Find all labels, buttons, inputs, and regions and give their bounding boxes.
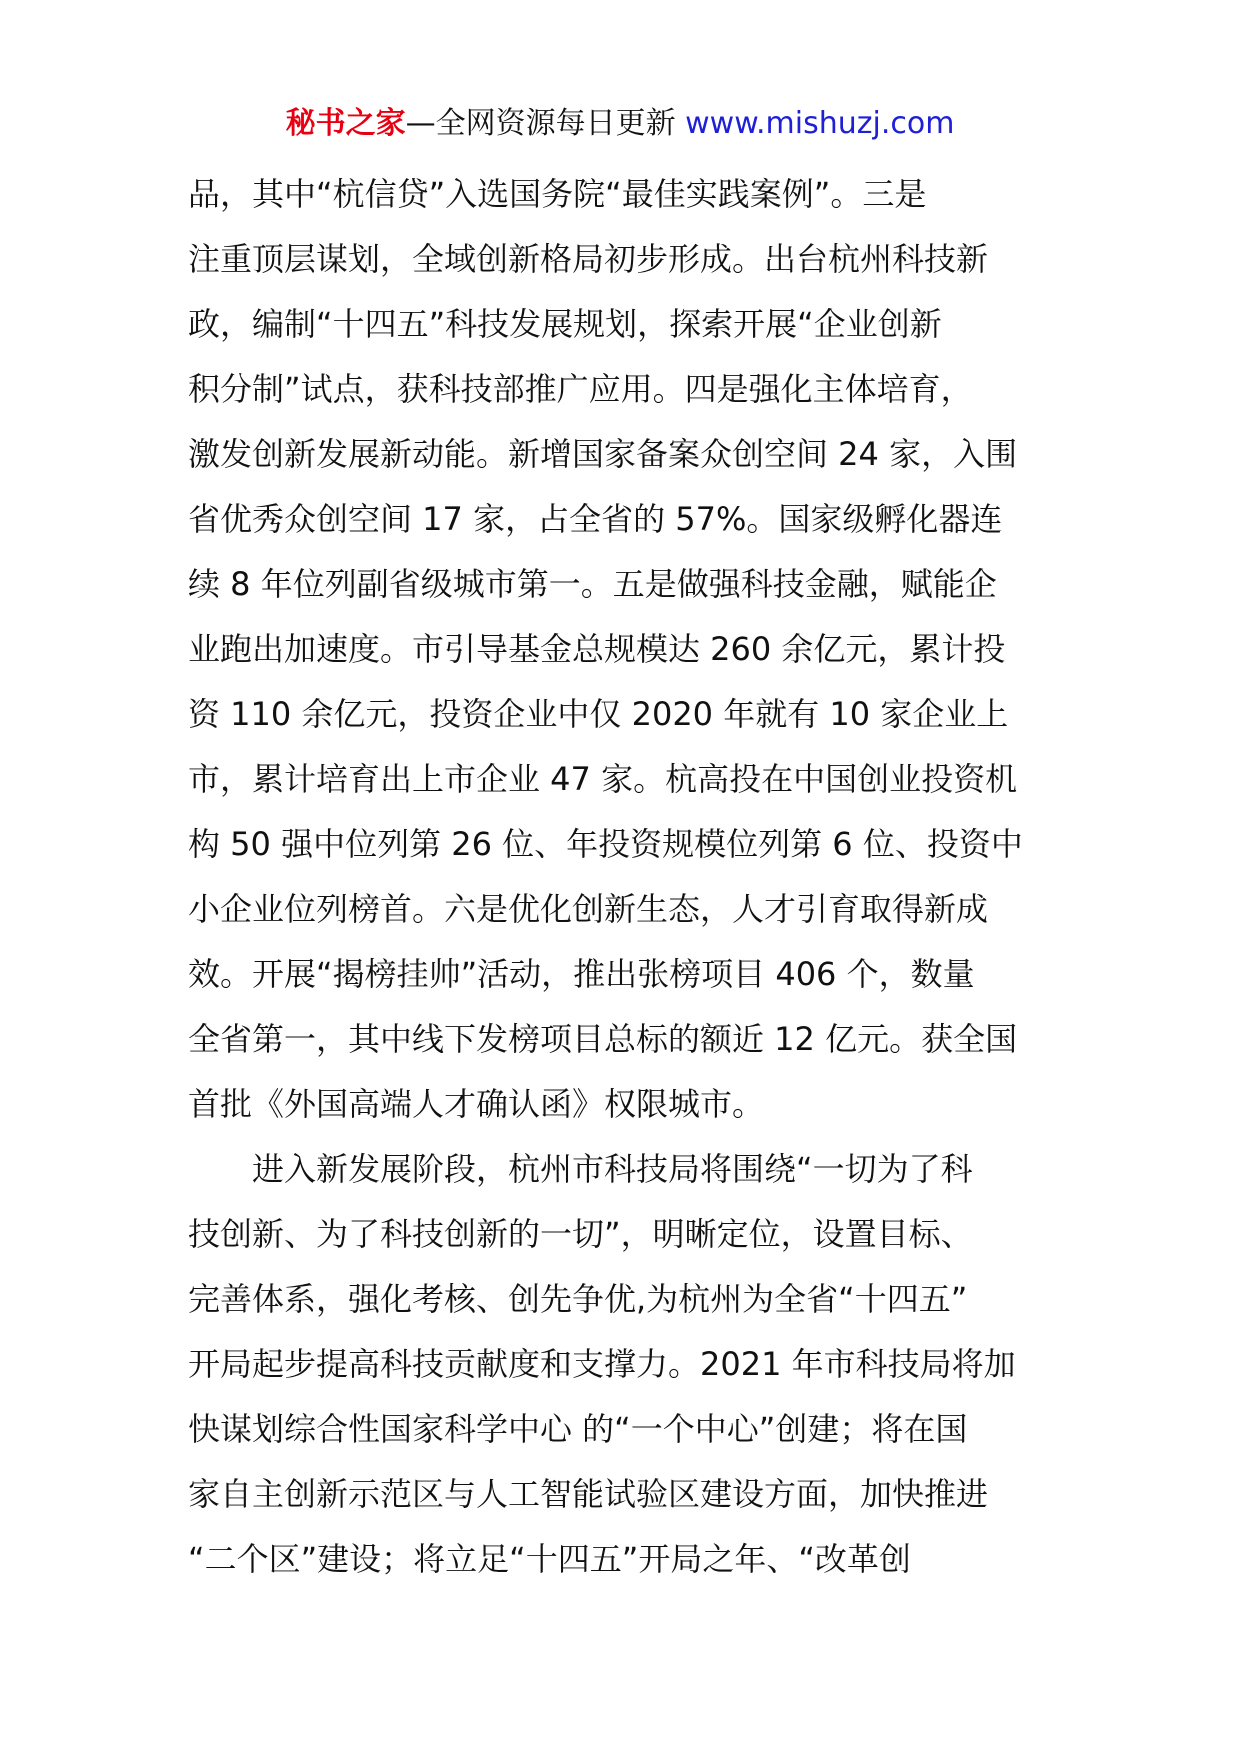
text-line: 续 8 年位列副省级城市第一。五是做强科技金融，赋能企: [188, 565, 997, 603]
text-line: 家自主创新示范区与人工智能试验区建设方面，加快推进: [188, 1475, 989, 1513]
text-line: 品，其中“杭信贷”入选国务院“最佳实践案例”。三是: [188, 175, 927, 213]
text-line: 全省第一，其中线下发榜项目总标的额近 12 亿元。获全国: [188, 1020, 1018, 1058]
text-line: 小企业位列榜首。六是优化创新生态，人才引育取得新成: [188, 890, 989, 928]
text-line: 省优秀众创空间 17 家，占全省的 57%。国家级孵化器连: [188, 500, 1003, 538]
text-line: 积分制”试点，获科技部推广应用。四是强化主体培育，: [188, 370, 973, 408]
site-url-link[interactable]: www.mishuzj.com: [685, 106, 955, 141]
text-line: 注重顶层谋划，全域创新格局初步形成。出台杭州科技新: [188, 240, 989, 278]
text-line: “二个区”建设；将立足“十四五”开局之年、“改革创: [188, 1540, 911, 1578]
text-line: 首批《外国高端人才确认函》权限城市。: [188, 1085, 765, 1123]
text-line: 市，累计培育出上市企业 47 家。杭高投在中国创业投资机: [188, 760, 1018, 798]
paragraph-1: [188, 162, 1058, 1137]
text-line: 技创新、为了科技创新的一切”，明晰定位，设置目标、: [188, 1215, 973, 1253]
text-line: 进入新发展阶段，杭州市科技局将围绕“一切为了科: [252, 1150, 973, 1188]
text-line: 激发创新发展新动能。新增国家备案众创空间 24 家，入围: [188, 435, 1018, 473]
text-line: 效。开展“揭榜挂帅”活动，推出张榜项目 406 个，数量: [188, 955, 975, 993]
site-tagline: —全网资源每日更新: [405, 106, 676, 141]
paragraph-2: [188, 1137, 1058, 1592]
text-line: 开局起步提高科技贡献度和支撑力。2021 年市科技局将加: [188, 1345, 1016, 1383]
document-body: [188, 162, 1058, 1592]
text-line: 政，编制“十四五”科技发展规划，探索开展“企业创新: [188, 305, 942, 343]
text-line: 构 50 强中位列第 26 位、年投资规模位列第 6 位、投资中: [188, 825, 1023, 863]
text-line: 资 110 余亿元，投资企业中仅 2020 年就有 10 家企业上: [188, 695, 1009, 733]
text-line: 业跑出加速度。市引导基金总规模达 260 余亿元，累计投: [188, 630, 1006, 668]
site-brand: 秘书之家: [285, 106, 406, 141]
text-line: 快谋划综合性国家科学中心 的“一个中心”创建；将在国: [188, 1410, 968, 1448]
site-header: [0, 104, 1240, 144]
text-line: 完善体系，强化考核、创先争优,为杭州为全省“十四五”: [188, 1280, 968, 1318]
